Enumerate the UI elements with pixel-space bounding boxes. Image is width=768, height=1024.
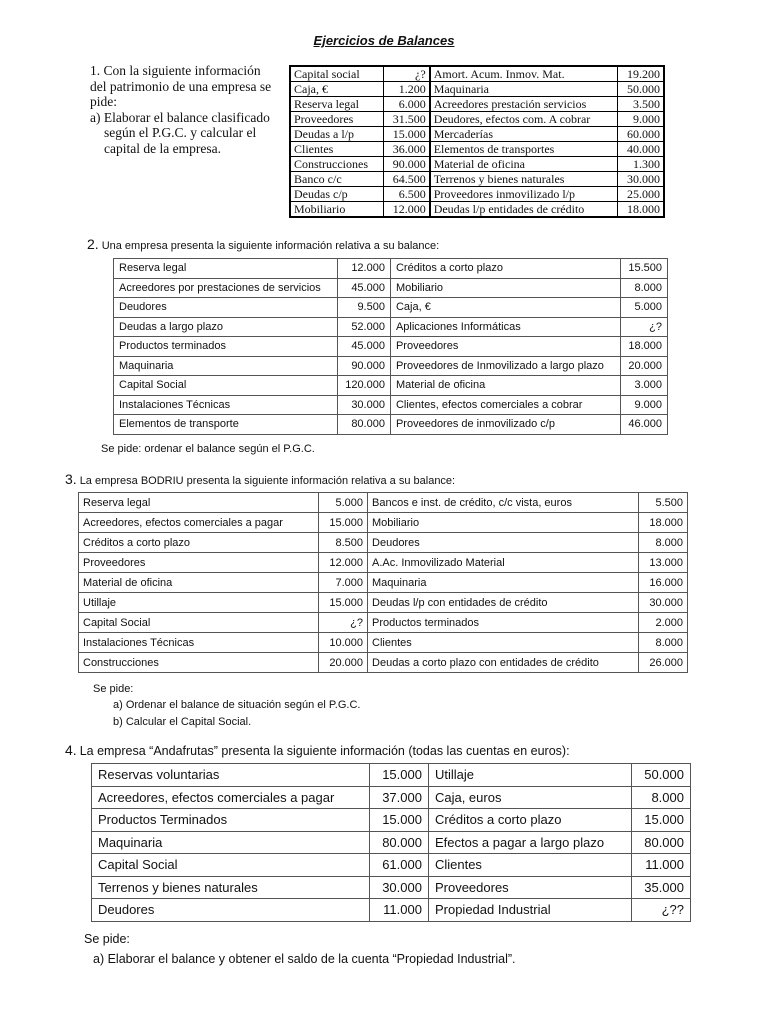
table-row [290, 172, 664, 187]
account-name-cell: Productos terminados [114, 337, 338, 357]
account-name-cell: Utillaje [428, 764, 631, 787]
account-name-cell: Deudores, efectos com. A cobrar [430, 112, 618, 127]
account-value-cell: 50.000 [632, 764, 691, 787]
table-row [114, 278, 668, 298]
account-name-cell: Efectos a pagar a largo plazo [428, 831, 631, 854]
account-value-cell: 120.000 [337, 376, 390, 396]
account-name-cell: Proveedores [428, 876, 631, 899]
account-name-cell: Reservas voluntarias [92, 764, 370, 787]
ex1-line: 1. Con la siguiente información [90, 63, 261, 78]
account-name-cell: Deudores [114, 298, 338, 318]
account-name-cell: Capital Social [92, 854, 370, 877]
account-name-cell: Proveedores [290, 112, 383, 127]
account-value-cell: 52.000 [337, 317, 390, 337]
account-name-cell: Acreedores, efectos comerciales a pagar [79, 513, 319, 533]
exercise-3-table [78, 492, 688, 673]
account-value-cell: 15.500 [621, 259, 668, 279]
ex1-line: a) Elaborar el balance clasificado [90, 109, 270, 125]
account-name-cell: Mobiliario [390, 278, 620, 298]
exercise-4-note-a: a) Elaborar el balance y obtener el saldo de la cuenta “Propiedad Industrial”. [93, 952, 516, 966]
account-name-cell: Productos terminados [368, 613, 639, 633]
account-name-cell: Caja, euros [428, 786, 631, 809]
table-row [114, 337, 668, 357]
table-row [79, 633, 688, 653]
exercise-3-note-a: a) Ordenar el balance de situación según el P.G.C. [113, 699, 361, 711]
account-name-cell: Elementos de transportes [430, 142, 618, 157]
account-value-cell: 5.500 [638, 493, 687, 513]
table-row [290, 82, 664, 97]
account-name-cell: Terrenos y bienes naturales [92, 876, 370, 899]
account-value-cell: 50.000 [618, 82, 664, 97]
account-name-cell: Capital Social [114, 376, 338, 396]
account-value-cell: 6.000 [383, 97, 429, 112]
table-row [79, 573, 688, 593]
account-name-cell: Productos Terminados [92, 809, 370, 832]
account-name-cell: Clientes [290, 142, 383, 157]
account-value-cell: 20.000 [621, 356, 668, 376]
account-name-cell: Créditos a corto plazo [79, 533, 319, 553]
exercise-4-note-head: Se pide: [84, 932, 130, 946]
account-name-cell: Propiedad Industrial [428, 899, 631, 922]
account-value-cell: 11.000 [632, 854, 691, 877]
exercise-number: 2. [87, 236, 99, 252]
account-name-cell: Construcciones [79, 653, 319, 673]
account-value-cell: 3.500 [618, 97, 664, 112]
account-name-cell: Deudas c/p [290, 187, 383, 202]
account-name-cell: Acreedores por prestaciones de servicios [114, 278, 338, 298]
table-row [290, 202, 664, 218]
account-value-cell: 35.000 [632, 876, 691, 899]
account-value-cell: 18.000 [618, 202, 664, 218]
account-value-cell: ¿? [319, 613, 368, 633]
exercise-4-table [91, 763, 691, 922]
table-row [290, 127, 664, 142]
account-value-cell: 5.000 [621, 298, 668, 318]
account-name-cell: Proveedores [79, 553, 319, 573]
account-name-cell: Maquinaria [368, 573, 639, 593]
exercise-heading-text: La empresa “Andafrutas” presenta la siguiente información (todas las cuentas en euros): [79, 744, 570, 758]
account-value-cell: 80.000 [632, 831, 691, 854]
account-name-cell: Mobiliario [290, 202, 383, 218]
account-value-cell: 30.000 [638, 593, 687, 613]
table-row [79, 553, 688, 573]
exercise-3-note-b: b) Calcular el Capital Social. [113, 716, 252, 728]
account-value-cell: 10.000 [319, 633, 368, 653]
account-value-cell: 15.000 [370, 809, 429, 832]
ex1-line: del patrimonio de una empresa se [90, 78, 272, 94]
account-value-cell: 15.000 [383, 127, 429, 142]
account-name-cell: Amort. Acum. Inmov. Mat. [430, 66, 618, 82]
account-name-cell: Clientes, efectos comerciales a cobrar [390, 395, 620, 415]
table-row [114, 395, 668, 415]
table-row [92, 899, 691, 922]
exercise-3-heading [65, 471, 455, 487]
account-value-cell: 1.200 [383, 82, 429, 97]
page-title: Ejercicios de Balances [313, 33, 455, 48]
account-name-cell: Material de oficina [390, 376, 620, 396]
account-value-cell: 5.000 [319, 493, 368, 513]
table-row [114, 356, 668, 376]
account-value-cell: 18.000 [638, 513, 687, 533]
account-value-cell: 61.000 [370, 854, 429, 877]
account-value-cell: 12.000 [337, 259, 390, 279]
account-value-cell: 11.000 [370, 899, 429, 922]
exercise-heading-text: La empresa BODRIU presenta la siguiente información relativa a su balance: [79, 475, 456, 487]
account-name-cell: Proveedores inmovilizado l/p [430, 187, 618, 202]
account-value-cell: 36.000 [383, 142, 429, 157]
table-row [92, 764, 691, 787]
account-value-cell: 80.000 [337, 415, 390, 435]
exercise-2-heading [87, 236, 439, 252]
account-name-cell: Maquinaria [430, 82, 618, 97]
account-value-cell: 3.000 [621, 376, 668, 396]
table-row [290, 97, 664, 112]
account-name-cell: Banco c/c [290, 172, 383, 187]
table-row [114, 415, 668, 435]
account-name-cell: Deudas a corto plazo con entidades de crédito [368, 653, 639, 673]
table-row [79, 613, 688, 633]
account-name-cell: Material de oficina [430, 157, 618, 172]
account-name-cell: Clientes [428, 854, 631, 877]
account-name-cell: Capital social [290, 66, 383, 82]
account-name-cell: Aplicaciones Informáticas [390, 317, 620, 337]
account-name-cell: Bancos e inst. de crédito, c/c vista, euros [368, 493, 639, 513]
account-name-cell: Terrenos y bienes naturales [430, 172, 618, 187]
account-value-cell: 7.000 [319, 573, 368, 593]
account-value-cell: 8.000 [632, 786, 691, 809]
table-row [79, 533, 688, 553]
account-value-cell: 1.300 [618, 157, 664, 172]
ex1-line: pide: [90, 94, 117, 109]
account-value-cell: 8.500 [319, 533, 368, 553]
table-row [114, 317, 668, 337]
account-name-cell: Construcciones [290, 157, 383, 172]
account-name-cell: Reserva legal [79, 493, 319, 513]
account-value-cell: 13.000 [638, 553, 687, 573]
exercise-number: 4. [65, 742, 77, 758]
account-name-cell: A.Ac. Inmovilizado Material [368, 553, 639, 573]
account-value-cell: 16.000 [638, 573, 687, 593]
account-name-cell: Elementos de transporte [114, 415, 338, 435]
ex1-line: capital de la empresa. [104, 140, 221, 156]
exercise-1-table [289, 65, 665, 218]
account-name-cell: Capital Social [79, 613, 319, 633]
account-value-cell: 25.000 [618, 187, 664, 202]
account-value-cell: 8.000 [621, 278, 668, 298]
account-value-cell: 9.000 [618, 112, 664, 127]
table-row [290, 66, 664, 82]
account-value-cell: ¿? [621, 317, 668, 337]
exercise-3-note-head: Se pide: [93, 683, 134, 695]
account-value-cell: 9.500 [337, 298, 390, 318]
table-row [290, 157, 664, 172]
account-name-cell: Reserva legal [290, 97, 383, 112]
account-value-cell: 90.000 [383, 157, 429, 172]
table-row [92, 831, 691, 854]
table-row [92, 854, 691, 877]
account-name-cell: Deudas l/p entidades de crédito [430, 202, 618, 218]
account-value-cell: 12.000 [319, 553, 368, 573]
account-value-cell: 15.000 [632, 809, 691, 832]
account-value-cell: 30.000 [370, 876, 429, 899]
account-name-cell: Acreedores, efectos comerciales a pagar [92, 786, 370, 809]
account-value-cell: 45.000 [337, 278, 390, 298]
table-row [114, 259, 668, 279]
exercise-2-table [113, 258, 668, 435]
account-value-cell: 8.000 [638, 533, 687, 553]
account-value-cell: 90.000 [337, 356, 390, 376]
account-name-cell: Reserva legal [114, 259, 338, 279]
account-value-cell: 12.000 [383, 202, 429, 218]
account-name-cell: Utillaje [79, 593, 319, 613]
account-value-cell: 46.000 [621, 415, 668, 435]
exercise-2-note: Se pide: ordenar el balance según el P.G.C. [101, 443, 315, 455]
exercise-heading-text: Una empresa presenta la siguiente información relativa a su balance: [101, 240, 440, 252]
table-row [290, 112, 664, 127]
account-value-cell: 19.200 [618, 66, 664, 82]
account-name-cell: Material de oficina [79, 573, 319, 593]
exercise-4-heading [65, 742, 570, 758]
account-value-cell: 30.000 [618, 172, 664, 187]
table-row [92, 786, 691, 809]
account-name-cell: Créditos a corto plazo [390, 259, 620, 279]
account-value-cell: 15.000 [319, 593, 368, 613]
account-value-cell: ¿? [383, 66, 429, 82]
account-value-cell: 2.000 [638, 613, 687, 633]
account-value-cell: 15.000 [319, 513, 368, 533]
account-value-cell: ¿?? [632, 899, 691, 922]
table-row [290, 142, 664, 157]
ex1-line: según el P.G.C. y calcular el [104, 125, 257, 140]
account-value-cell: 9.000 [621, 395, 668, 415]
account-name-cell: Deudores [92, 899, 370, 922]
account-value-cell: 45.000 [337, 337, 390, 357]
account-value-cell: 40.000 [618, 142, 664, 157]
account-name-cell: Acreedores prestación servicios [430, 97, 618, 112]
exercise-1-statement [90, 63, 282, 156]
account-name-cell: Maquinaria [92, 831, 370, 854]
account-value-cell: 31.500 [383, 112, 429, 127]
account-name-cell: Proveedores de inmovilizado c/p [390, 415, 620, 435]
account-name-cell: Mobiliario [368, 513, 639, 533]
account-name-cell: Instalaciones Técnicas [114, 395, 338, 415]
account-value-cell: 60.000 [618, 127, 664, 142]
account-name-cell: Caja, € [390, 298, 620, 318]
account-name-cell: Deudas a largo plazo [114, 317, 338, 337]
account-value-cell: 15.000 [370, 764, 429, 787]
account-name-cell: Caja, € [290, 82, 383, 97]
account-value-cell: 80.000 [370, 831, 429, 854]
account-name-cell: Deudas a l/p [290, 127, 383, 142]
account-name-cell: Mercaderías [430, 127, 618, 142]
table-row [79, 513, 688, 533]
account-name-cell: Deudores [368, 533, 639, 553]
account-value-cell: 20.000 [319, 653, 368, 673]
account-name-cell: Maquinaria [114, 356, 338, 376]
table-row [92, 809, 691, 832]
account-value-cell: 26.000 [638, 653, 687, 673]
exercise-number: 3. [65, 471, 77, 487]
table-row [79, 593, 688, 613]
account-name-cell: Créditos a corto plazo [428, 809, 631, 832]
account-value-cell: 30.000 [337, 395, 390, 415]
table-row [114, 376, 668, 396]
table-row [114, 298, 668, 318]
account-name-cell: Proveedores [390, 337, 620, 357]
account-name-cell: Proveedores de Inmovilizado a largo plazo [390, 356, 620, 376]
account-name-cell: Deudas l/p con entidades de crédito [368, 593, 639, 613]
account-value-cell: 18.000 [621, 337, 668, 357]
account-name-cell: Clientes [368, 633, 639, 653]
account-value-cell: 6.500 [383, 187, 429, 202]
account-value-cell: 64.500 [383, 172, 429, 187]
table-row [79, 653, 688, 673]
table-row [290, 187, 664, 202]
account-name-cell: Instalaciones Técnicas [79, 633, 319, 653]
table-row [92, 876, 691, 899]
table-row [79, 493, 688, 513]
account-value-cell: 8.000 [638, 633, 687, 653]
account-value-cell: 37.000 [370, 786, 429, 809]
